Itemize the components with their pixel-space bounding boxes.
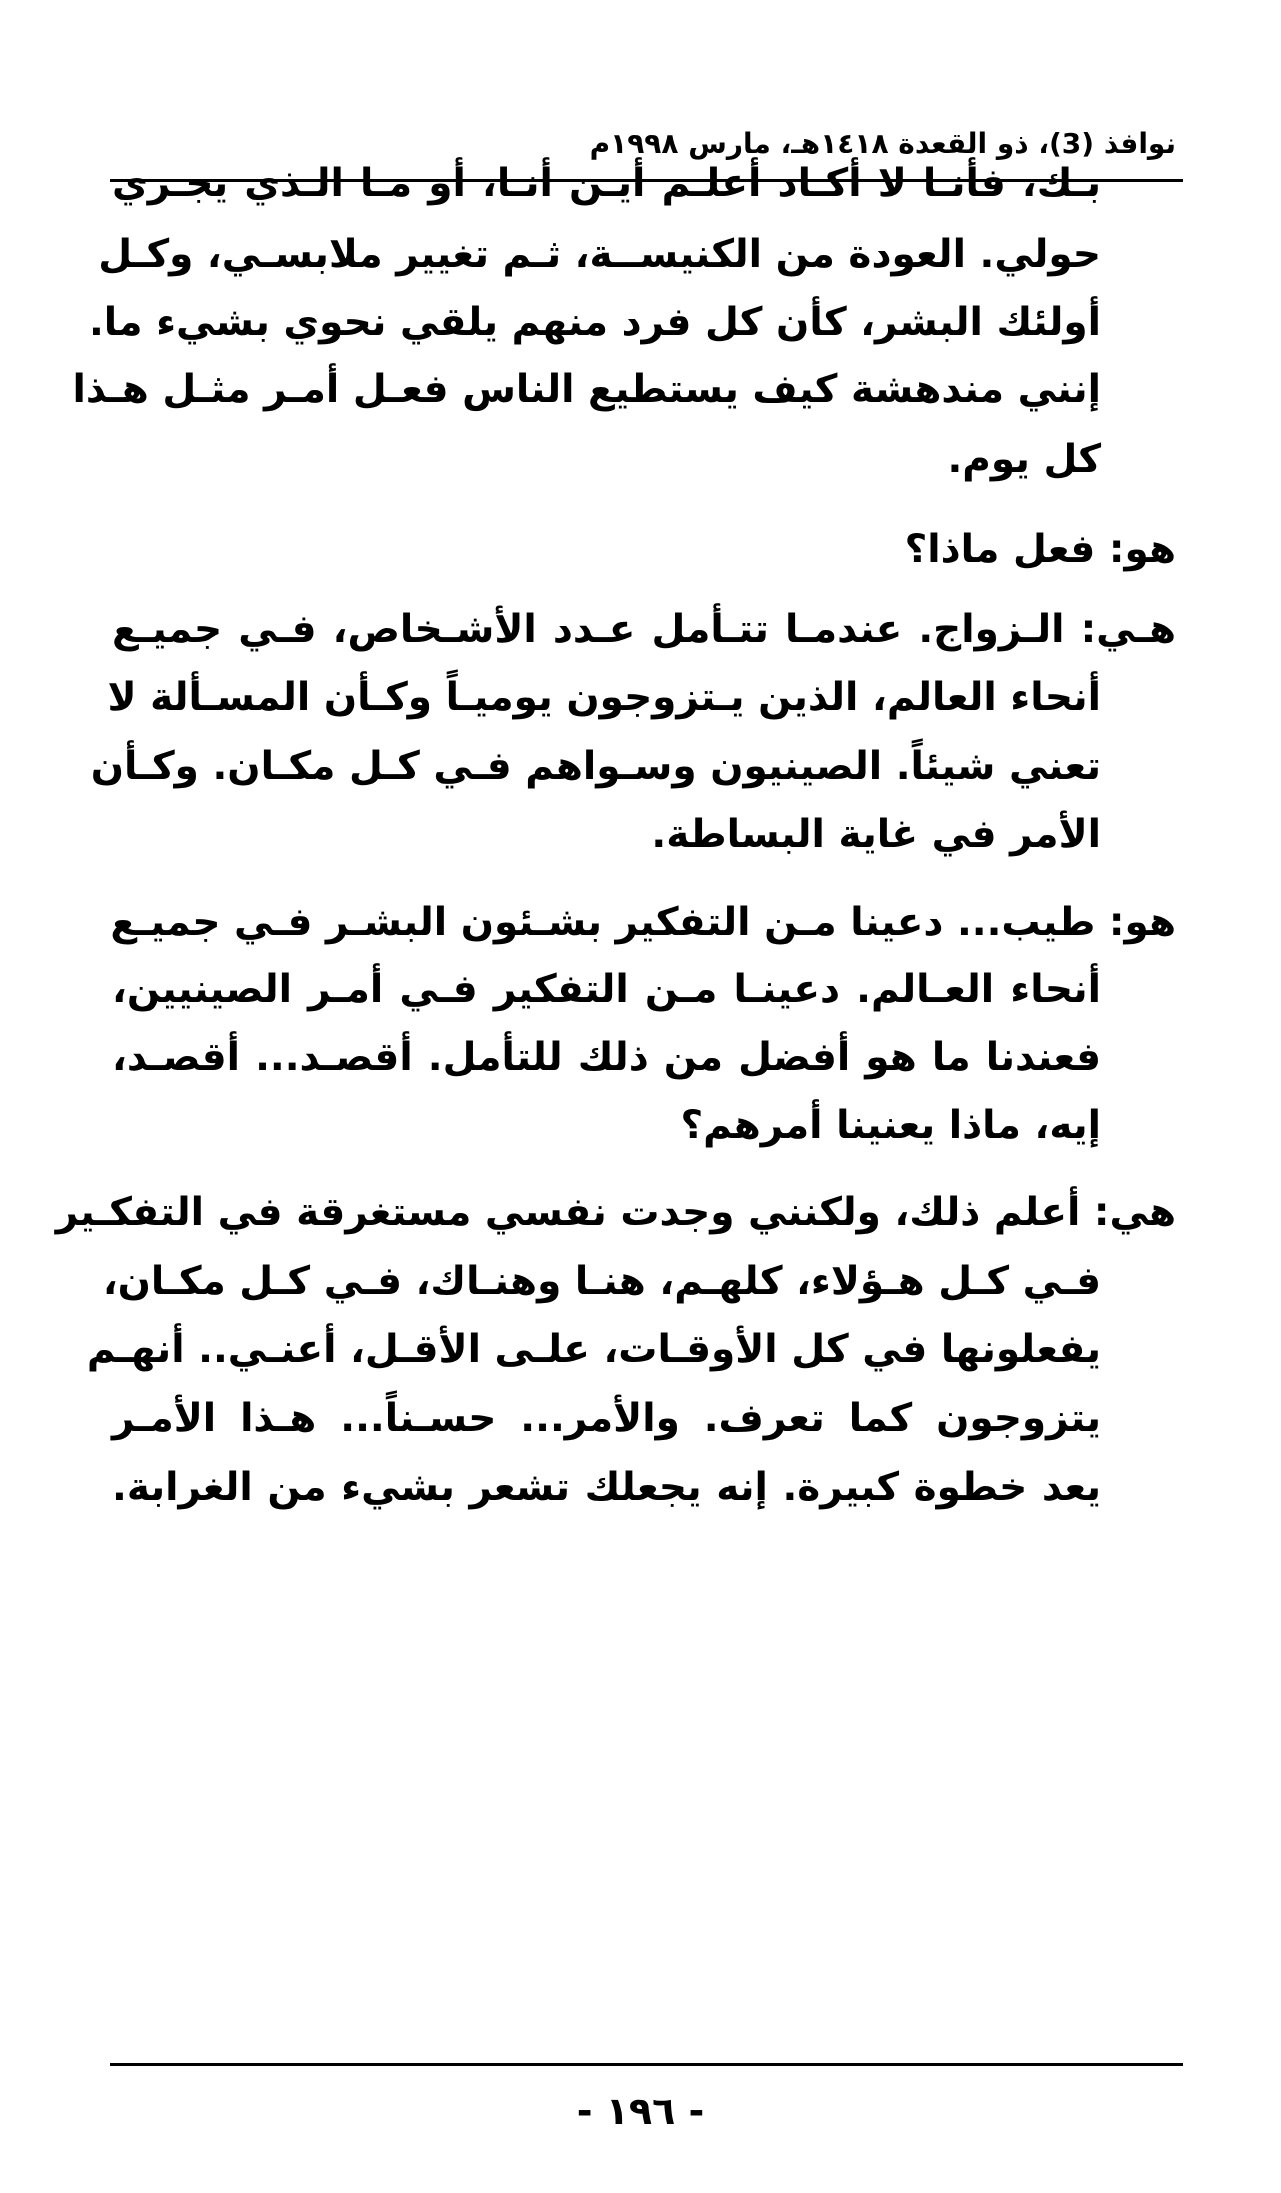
dialogue-line: هـي: الـزواج. عندمـا تتـأمل عـدد الأشـخاص، فـي جميـع <box>112 607 1176 652</box>
text-line: حولي. العودة من الكنيســة، ثـم تغيير ملابسـي، وكـل <box>98 232 1101 277</box>
text-line: بـك، فأنـا لا أكـاد أعلـم أيـن أنـا، أو مـا الـذي يجـري <box>112 161 1101 206</box>
text-line: أنحاء العـالم. دعينـا مـن التفكير فـي أمـر الصينيين، <box>112 967 1101 1012</box>
text-line: فعندنا ما هو أفضل من ذلك للتأمل. أقصـد... أقصـد، <box>112 1035 1101 1080</box>
dialogue-line: هو: طيب... دعينا مـن التفكير بشـئون البشـر فـي جميـع <box>110 900 1176 945</box>
page-number: - ١٩٦ - <box>576 2089 705 2133</box>
text-line: أنحاء العالم، الذين يـتزوجون يوميـاً وكـأن المسـألة لا <box>107 675 1101 720</box>
text-line: كل يوم. <box>947 437 1101 482</box>
footer-rule <box>110 2063 1183 2066</box>
dialogue-line: هي: أعلم ذلك، ولكنني وجدت نفسي مستغرقة في التفكـير <box>55 1190 1176 1235</box>
text-line: الأمر في غاية البساطة. <box>651 812 1101 857</box>
text-line: يعد خطوة كبيرة. إنه يجعلك تشعر بشيء من الغرابة. <box>112 1465 1101 1510</box>
text-line: تعني شيئاً. الصينيون وسـواهم فـي كـل مكـان. وكـأن <box>90 744 1101 789</box>
dialogue-line: هو: فعل ماذا؟ <box>904 527 1176 572</box>
text-line: يفعلونها في كل الأوقـات، علـى الأقـل، أعنـي.. أنهـم <box>86 1327 1101 1372</box>
text-line: إنني مندهشة كيف يستطيع الناس فعـل أمـر مثـل هـذا <box>72 367 1101 412</box>
text-line: إيه، ماذا يعنينا أمرهم؟ <box>680 1103 1101 1148</box>
text-line: يتزوجون كما تعرف. والأمر... حسـناً... هـذا الأمـر <box>112 1396 1101 1441</box>
text-line: أولئك البشر، كأن كل فرد منهم يلقي نحوي بشيء ما. <box>88 300 1101 345</box>
text-line: فـي كـل هـؤلاء، كلهـم، هنـا وهنـاك، فـي كـل مكـان، <box>102 1259 1101 1304</box>
running-head: نوافذ (3)، ذو القعدة ١٤١٨هـ، مارس ١٩٩٨م <box>589 127 1176 160</box>
